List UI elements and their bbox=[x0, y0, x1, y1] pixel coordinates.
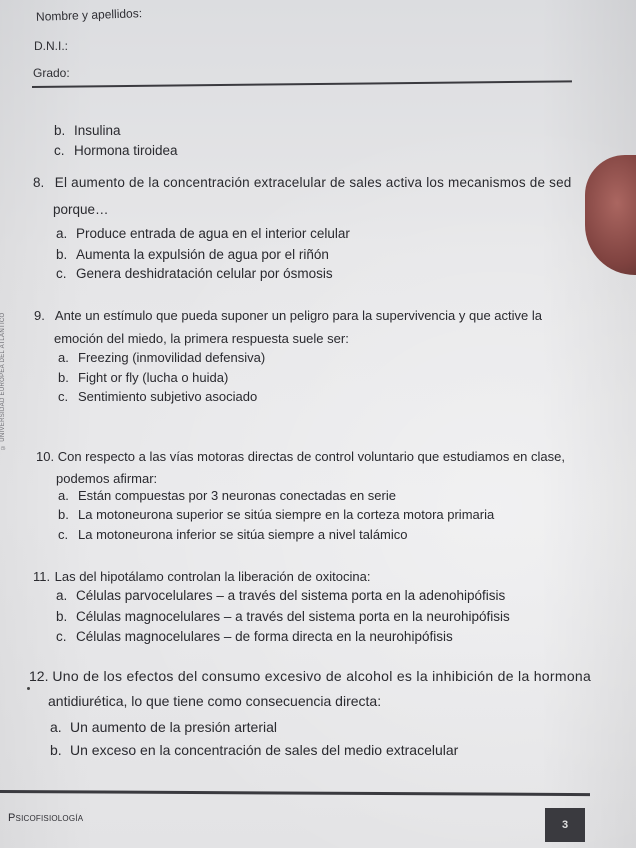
q10-option-c bbox=[58, 527, 408, 542]
option-text: Insulina bbox=[74, 123, 121, 138]
option-text: Un exceso en la concentración de sales del medio extracelular bbox=[70, 742, 459, 758]
question-text-line1: Ante un estímulo que pueda suponer un peligro para la supervivencia y que active la bbox=[54, 308, 542, 323]
q12-stem-line2: antidiurética, lo que tiene como consecuencia directa: bbox=[48, 693, 382, 709]
q11-stem bbox=[33, 566, 370, 588]
q8-stem-line2: porque… bbox=[53, 202, 109, 217]
university-side-mark: © UNIVERSIDAD EUROPEA DEL ATLÁNTICO bbox=[0, 312, 6, 450]
question-number: 12. bbox=[29, 668, 49, 684]
q12-stem bbox=[29, 665, 619, 687]
q11-option-b bbox=[56, 609, 510, 624]
course-name: Psicofisiología bbox=[8, 812, 84, 824]
q7-option-c bbox=[54, 143, 178, 158]
option-letter: b. bbox=[58, 507, 69, 522]
q12-option-a bbox=[50, 719, 277, 735]
option-text: Hormona tiroidea bbox=[74, 143, 178, 158]
q11-option-a bbox=[56, 588, 505, 603]
q9-option-a bbox=[58, 350, 265, 365]
question-text-line1: Con respecto a las vías motoras directas de control voluntario que estudiamos en clase, bbox=[57, 449, 565, 464]
option-text: Genera deshidratación celular por ósmosis bbox=[76, 266, 333, 281]
option-letter: b. bbox=[56, 609, 68, 624]
grado-label: Grado: bbox=[33, 66, 70, 80]
option-text: Sentimiento subjetivo asociado bbox=[78, 389, 258, 404]
option-text: La motoneurona inferior se sitúa siempre a nivel talámico bbox=[78, 527, 408, 542]
option-letter: a. bbox=[58, 350, 69, 365]
option-text: Células magnocelulares – de forma directa en la neurohipófisis bbox=[76, 629, 453, 644]
dni-label: D.N.I.: bbox=[34, 39, 69, 53]
question-text-line1: El aumento de la concentración extracelular de sales activa los mecanismos de sed bbox=[54, 175, 572, 190]
option-letter: c. bbox=[56, 629, 67, 644]
option-letter: a. bbox=[50, 719, 62, 735]
option-text: Células parvocelulares – a través del sistema porta en la adenohipófisis bbox=[76, 588, 506, 603]
option-letter: c. bbox=[56, 266, 67, 281]
q10-stem bbox=[36, 446, 596, 468]
q8-stem bbox=[33, 172, 593, 194]
q9-option-b bbox=[58, 370, 228, 385]
q11-option-c bbox=[56, 629, 453, 644]
q7-option-b bbox=[54, 123, 121, 138]
question-number: 11. bbox=[33, 569, 51, 584]
option-text: Un aumento de la presión arterial bbox=[70, 719, 278, 735]
option-letter: a. bbox=[58, 488, 69, 503]
q8-option-c bbox=[56, 266, 333, 281]
name-label: Nombre y apellidos: bbox=[35, 6, 143, 24]
q10-option-b bbox=[58, 507, 494, 522]
q12-option-b bbox=[50, 742, 458, 758]
footer-divider bbox=[0, 790, 590, 796]
header-divider bbox=[32, 80, 572, 88]
option-letter: b. bbox=[58, 370, 69, 385]
option-letter: c. bbox=[58, 389, 69, 404]
q8-option-a bbox=[56, 226, 350, 241]
question-text-line1: Las del hipotálamo controlan la liberación de oxitocina: bbox=[54, 569, 371, 584]
question-number: 9. bbox=[34, 308, 45, 323]
option-letter: c. bbox=[54, 143, 65, 158]
option-text: Produce entrada de agua en el interior celular bbox=[76, 226, 350, 241]
q10-option-a bbox=[58, 488, 396, 503]
q9-option-c bbox=[58, 389, 257, 404]
q8-option-b bbox=[56, 247, 329, 262]
option-letter: b. bbox=[50, 742, 62, 758]
finger-in-photo bbox=[585, 155, 636, 275]
option-text: La motoneurona superior se sitúa siempre en la corteza motora primaria bbox=[78, 507, 495, 522]
ink-dot bbox=[27, 687, 30, 690]
question-text-line1: Uno de los efectos del consumo excesivo de alcohol es la inhibición de la hormona bbox=[52, 668, 592, 684]
option-letter: b. bbox=[54, 123, 66, 138]
option-text: Fight or fly (lucha o huida) bbox=[78, 370, 229, 385]
question-number: 8. bbox=[33, 175, 45, 190]
q9-stem-line2: emoción del miedo, la primera respuesta suele ser: bbox=[54, 331, 349, 346]
option-letter: b. bbox=[56, 247, 68, 262]
q10-stem-line2: podemos afirmar: bbox=[56, 471, 158, 486]
option-text: Freezing (inmovilidad defensiva) bbox=[78, 350, 266, 365]
q9-stem bbox=[34, 305, 574, 327]
page-number: 3 bbox=[545, 808, 585, 842]
option-letter: c. bbox=[58, 527, 69, 542]
option-text: Están compuestas por 3 neuronas conectadas en serie bbox=[78, 488, 396, 503]
option-text: Células magnocelulares – a través del sistema porta en la neurohipófisis bbox=[76, 609, 510, 624]
option-text: Aumenta la expulsión de agua por el riñón bbox=[76, 247, 329, 262]
option-letter: a. bbox=[56, 588, 68, 603]
question-number: 10. bbox=[36, 449, 55, 464]
option-letter: a. bbox=[56, 226, 68, 241]
